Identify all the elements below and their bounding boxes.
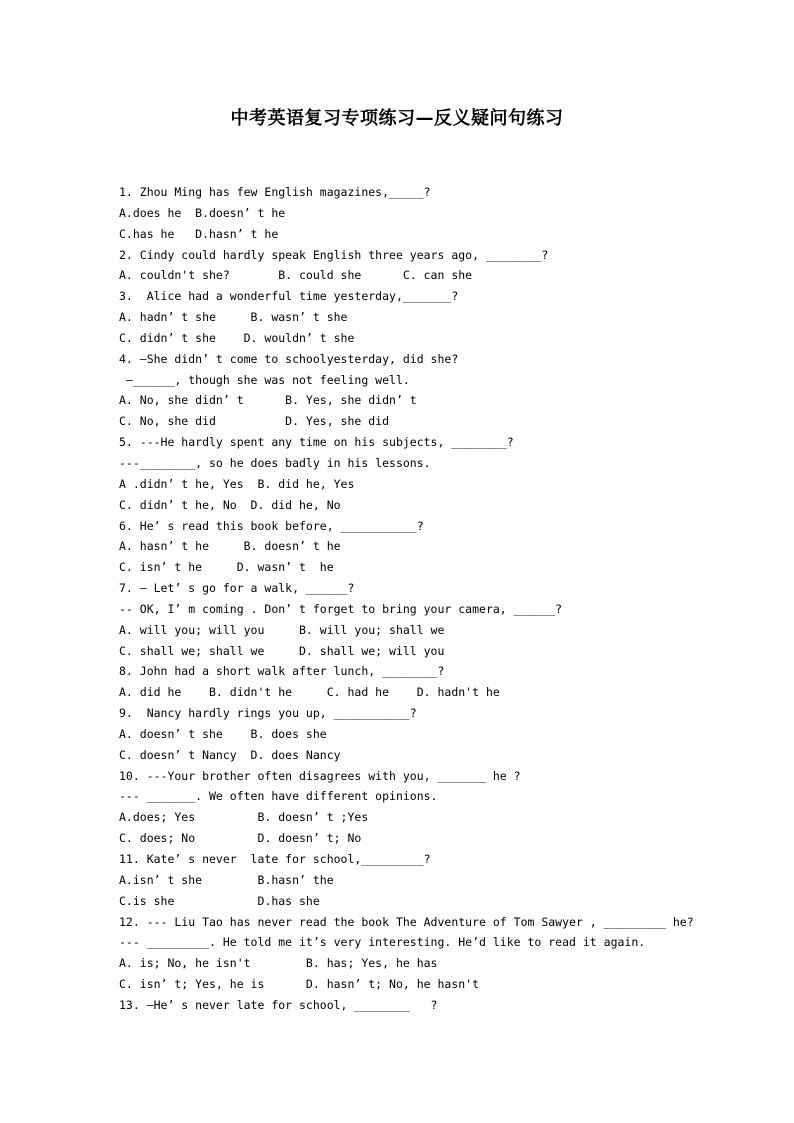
exercise-line: –______, though she was not feeling well. (119, 372, 410, 387)
exercise-line: 7. – Let’ s go for a walk, ______? (119, 581, 355, 596)
exercise-line: 1. Zhou Ming has few English magazines,_____? (119, 185, 431, 199)
exercise-line: 2. Cindy could hardly speak English three years ago, ________? (119, 247, 549, 262)
exercise-line: ---________, so he does badly in his lessons. (119, 455, 431, 470)
exercise-line: A. will you; will you B. will you; shall we (119, 622, 445, 637)
exercise-line: 3. Alice had a wonderful time yesterday,_______? (119, 289, 459, 304)
exercise-line: 8. John had a short walk after lunch, ________? (119, 664, 445, 679)
exercise-line: A.does; Yes B. doesn’ t ;Yes (119, 810, 369, 825)
exercise-line: A. No, she didn’ t B. Yes, she didn’ t (119, 393, 417, 408)
page-title: 中考英语复习专项练习—反义疑问句练习 (230, 108, 564, 129)
exercise-line: C.has he D.hasn’ t he (119, 226, 279, 241)
exercise-line: A. hadn’ t she B. wasn’ t she (119, 310, 348, 325)
exercise-line: 5. ---He hardly spent any time on his subjects, ________? (119, 435, 514, 450)
exercise-line: A. couldn't she? B. could she C. can she (119, 268, 473, 283)
exercise-line: C. No, she did D. Yes, she did (119, 414, 390, 429)
exercise-line: C. shall we; shall we D. shall we; will you (119, 643, 445, 658)
exercise-line: C. does; No D. doesn’ t; No (119, 831, 362, 846)
exercise-line: A. doesn’ t she B. does she (119, 726, 327, 741)
exercise-line: 9. Nancy hardly rings you up, ___________? (119, 706, 417, 721)
exercise-line: C. isn’ t; Yes, he is D. hasn’ t; No, he hasn't (119, 977, 480, 992)
exercise-line: -- OK, I’ m coming . Don’ t forget to bring your camera, ______? (119, 601, 563, 616)
exercise-line: 11. Kate’ s never late for school,_________? (119, 852, 431, 866)
exercise-line: 13. —He’ s never late for school, ________ ? (119, 997, 438, 1012)
exercise-line: A .didn’ t he, Yes B. did he, Yes (119, 476, 355, 491)
exercise-line: A. hasn’ t he B. doesn’ t he (119, 539, 341, 554)
exercise-line: A. is; No, he isn't B. has; Yes, he has (119, 956, 438, 971)
exercise-line: 12. --- Liu Tao has never read the book The Adventure of Tom Sawyer , _________ he? (119, 914, 694, 929)
exercise-line: C. didn’ t he, No D. did he, No (119, 497, 341, 512)
exercise-line: --- _________. He told me it’s very interesting. He’d like to read it again. (119, 935, 646, 950)
exercise-line: A. did he B. didn't he C. had he D. hadn't he (119, 685, 500, 700)
exercise-line: 4. –She didn’ t come to schoolyesterday, did she? (119, 351, 459, 366)
exercise-line: C. doesn’ t Nancy D. does Nancy (119, 747, 341, 762)
exercise-line: --- _______. We often have different opinions. (119, 789, 438, 804)
exercise-line: C. isn’ t he D. wasn’ t he (119, 560, 334, 575)
exercise-line: 10. ---Your brother often disagrees with you, _______ he ? (119, 768, 521, 783)
exercise-line: A.does he B.doesn’ t he (119, 205, 286, 220)
exercise-line: C. didn’ t she D. wouldn’ t she (119, 330, 355, 345)
exercise-line: A.isn’ t she B.hasn’ the (119, 872, 334, 887)
exercise-list (119, 182, 759, 1016)
exercise-line: C.is she D.has she (119, 893, 320, 908)
exercise-line: 6. He’ s read this book before, ___________? (119, 518, 424, 533)
